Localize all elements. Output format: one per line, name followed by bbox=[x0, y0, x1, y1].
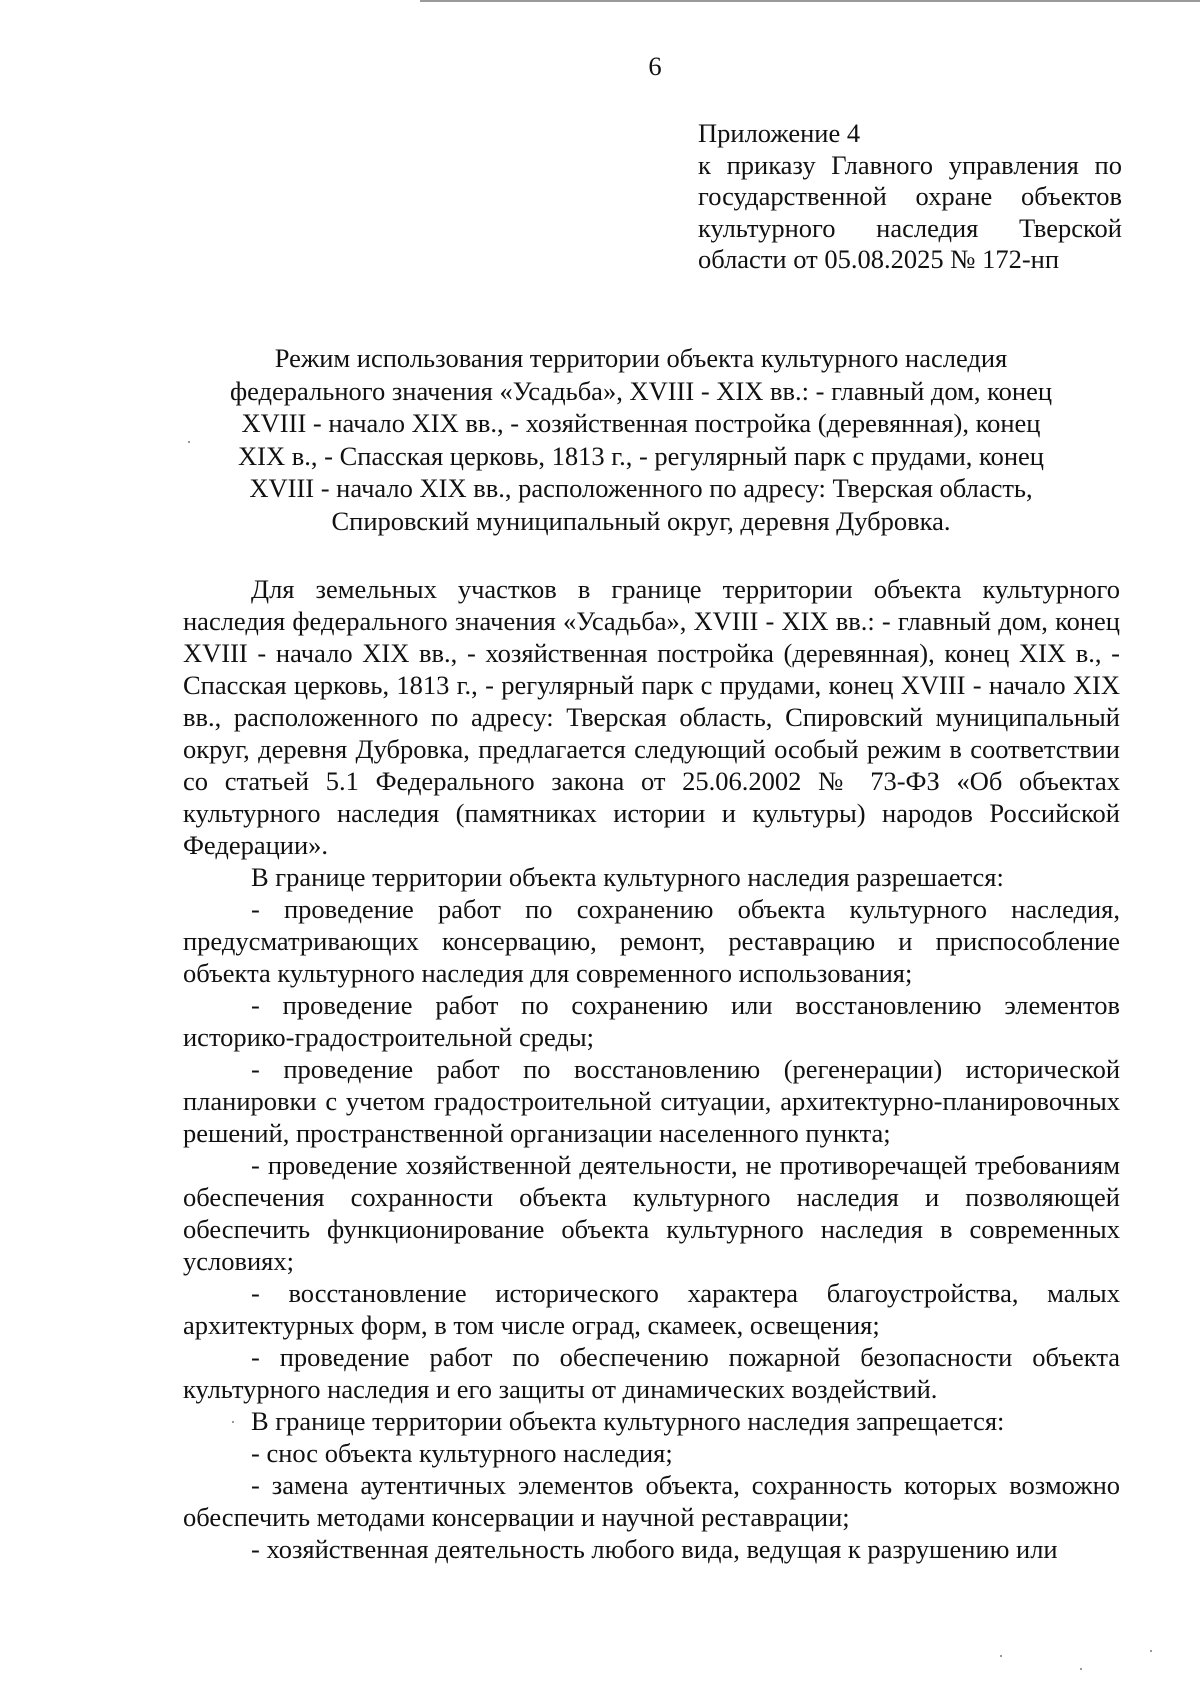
allowed-item: - проведение работ по восстановлению (регенерации) исторической планировки с учетом градостроительной ситуации, архитектурно-планировочных решений, пространственной организации населенного пункта; bbox=[183, 1054, 1120, 1148]
appendix-order-line: государственной охране объектов bbox=[698, 181, 1122, 211]
allowed-item: - проведение хозяйственной деятельности, не противоречащей требованиям обеспечения сохранности объекта культурного наследия и позволяющей обеспечить функционирование объекта культурного наследия в современных условиях; bbox=[183, 1150, 1120, 1276]
appendix-order-line: к приказу Главного управления по bbox=[698, 149, 1122, 180]
scan-speck bbox=[232, 1421, 234, 1423]
scan-top-edge bbox=[420, 0, 1200, 2]
allowed-item: - проведение работ по сохранению объекта культурного наследия, предусматривающих консервацию, ремонт, реставрацию и приспособление объекта культурного наследия для современного использования; bbox=[183, 894, 1120, 988]
document-title bbox=[190, 342, 1092, 538]
appendix-order-line: культурного наследия Тверской bbox=[698, 212, 1122, 243]
prohibited-item: - хозяйственная деятельность любого вида, ведущая к разрушению или bbox=[251, 1534, 1058, 1564]
page-number: 6 bbox=[648, 51, 662, 81]
prohibited-item: - замена аутентичных элементов объекта, сохранность которых возможно обеспечить методами консервации и научной реставрации; bbox=[183, 1470, 1120, 1532]
allowed-item: - восстановление исторического характера благоустройства, малых архитектурных форм, в том числе оград, скамеек, освещения; bbox=[183, 1278, 1120, 1340]
appendix-number: Приложение 4 bbox=[698, 118, 861, 148]
title-line: XVIII - начало XIX вв., - хозяйственная постройка (деревянная), конец bbox=[241, 408, 1041, 439]
scan-speck bbox=[1080, 1668, 1082, 1670]
allowed-item: - проведение работ по обеспечению пожарной безопасности объекта культурного наследия и его защиты от динамических воздействий. bbox=[183, 1342, 1120, 1404]
prohibited-heading: В границе территории объекта культурного наследия запрещается: bbox=[251, 1406, 1005, 1436]
intro-paragraph: Для земельных участков в границе территории объекта культурного наследия федерального значения «Усадьба», XVIII - XIX вв.: - главный дом, конец XVIII - начало XIX вв., - хозяйственная постройка (деревянная), конец XIX в., - Спасская церковь, 1813 г., - регулярный парк с прудами, конец XVIII - начало XIX вв., расположенного по адресу: Тверская область, Спировский муниципальный округ, деревня Дубровка, предлагается следующий особый режим в соответствии со статьей 5.1 Федерального закона от 25.06.2002 № 73-ФЗ «Об объектах культурного наследия (памятниках истории и культуры) народов Российской Федерации». bbox=[183, 574, 1120, 860]
scan-speck bbox=[1000, 1655, 1002, 1657]
scan-speck bbox=[188, 441, 190, 443]
title-line: Режим использования территории объекта культурного наследия bbox=[274, 343, 1008, 373]
title-line: XVIII - начало XIX вв., расположенного по адресу: Тверская область, bbox=[249, 473, 1033, 504]
title-line: XIX в., - Спасская церковь, 1813 г., - регулярный парк с прудами, конец bbox=[238, 440, 1044, 471]
title-line: Спировский муниципальный округ, деревня Дубровка. bbox=[331, 505, 951, 536]
title-line: федерального значения «Усадьба», XVIII - XIX вв.: - главный дом, конец bbox=[229, 375, 1053, 406]
allowed-heading: В границе территории объекта культурного наследия разрешается: bbox=[251, 862, 1004, 892]
appendix-header bbox=[698, 118, 1122, 276]
allowed-item: - проведение работ по сохранению или восстановлению элементов историко-градостроительной среды; bbox=[183, 990, 1120, 1052]
prohibited-item: - снос объекта культурного наследия; bbox=[251, 1438, 673, 1468]
document-body bbox=[183, 573, 1120, 1565]
scan-speck bbox=[1150, 1650, 1152, 1652]
appendix-order-date: области от 05.08.2025 № 172-нп bbox=[698, 244, 1060, 274]
